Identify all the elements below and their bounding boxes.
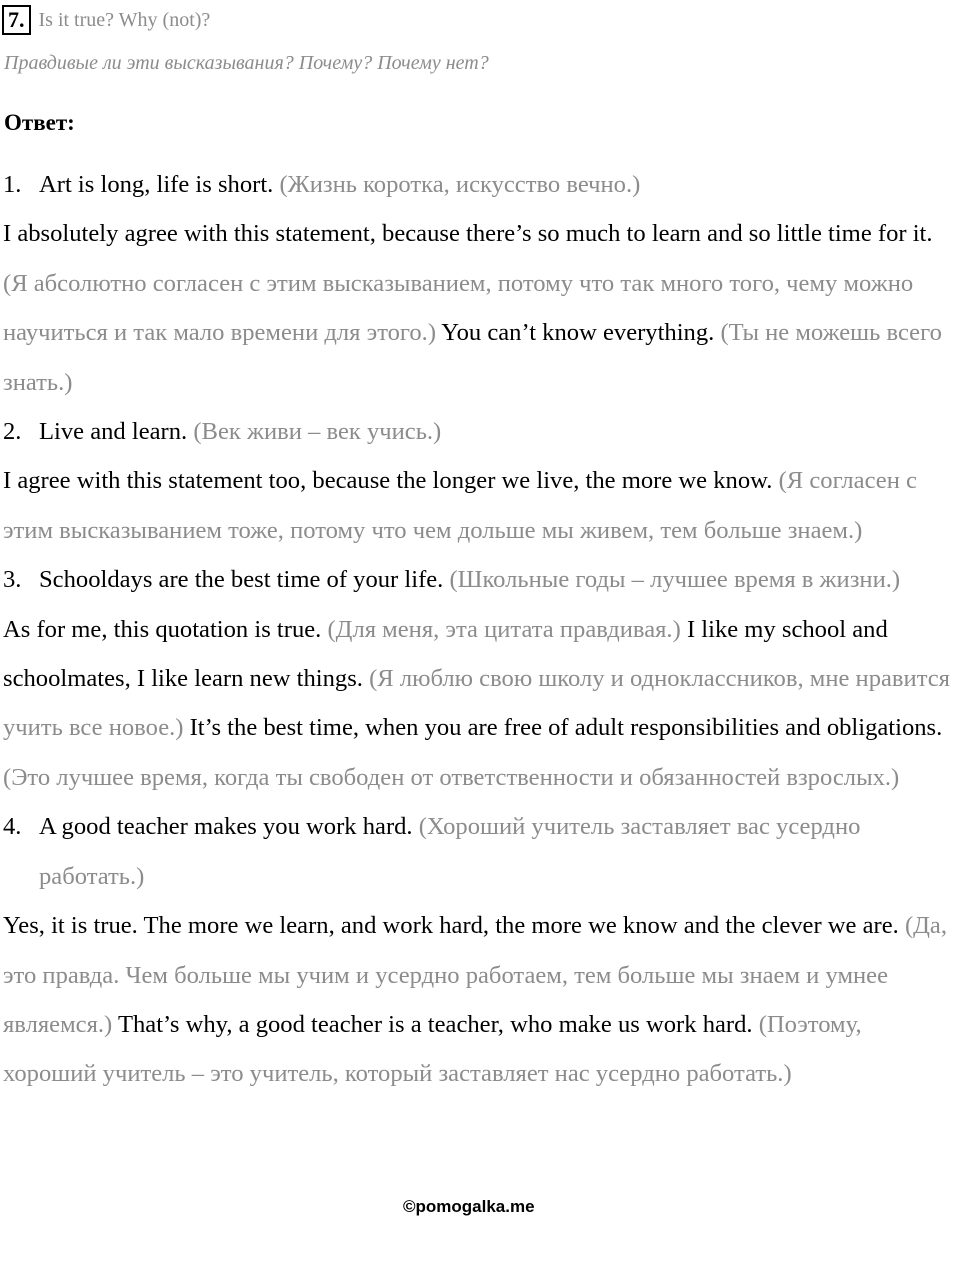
item-quote-translation: (Школьные годы – лучшее время в жизни.) xyxy=(449,566,901,594)
item-quote: Live and learn. xyxy=(39,418,188,446)
answer-translation: (Ты не можешь всего знать.) xyxy=(3,319,942,396)
answer-sentence: That’s why, a good teacher is a teacher, who make us work hard. xyxy=(117,1010,753,1038)
list-item xyxy=(3,160,960,209)
answer-sentence: I agree with this statement too, because the longer we live, the more we know. xyxy=(3,467,773,495)
answer-paragraph xyxy=(3,456,960,555)
item-quote-translation: (Век живи – век учись.) xyxy=(193,418,442,446)
task-subtitle: Правдивые ли эти высказывания? Почему? Почему нет? xyxy=(4,52,489,74)
answer-translation: (Да, это правда. Чем больше мы учим и усердно работаем, тем больше мы знаем и умнее являемся.) xyxy=(3,912,947,1038)
item-quote: A good teacher makes you work hard. xyxy=(39,813,413,841)
item-quote-translation: (Хороший учитель заставляет вас усердно работать.) xyxy=(39,813,861,890)
answer-sentence: I absolutely agree with this statement, because there’s so much to learn and so little time for it. xyxy=(3,220,933,248)
answer-paragraph xyxy=(3,901,960,1099)
task-header xyxy=(0,4,210,36)
answer-translation: (Я абсолютно согласен с этим высказыванием, потому что так много того, чему можно научиться и так мало времени для этого.) xyxy=(3,269,914,347)
task-number: 7. xyxy=(2,5,31,35)
item-number: 2. xyxy=(3,418,22,446)
watermark: ©pomogalka.me xyxy=(403,1197,535,1216)
list-item xyxy=(3,555,960,604)
list-item xyxy=(3,802,960,901)
answer-content xyxy=(3,160,960,1099)
answer-sentence: I like my school and schoolmates, I like learn new things. xyxy=(3,615,888,693)
answer-translation: (Это лучшее время, когда ты свободен от ответственности и обязанностей взрослых.) xyxy=(3,763,900,791)
answer-translation: (Я люблю свою школу и одноклассников, мне нравится учить все новое.) xyxy=(3,665,950,742)
answer-translation: (Я согласен с этим высказыванием тоже, потому что чем дольше мы живем, тем больше знаем.) xyxy=(3,467,917,544)
item-quote: Schooldays are the best time of your life. xyxy=(39,566,444,594)
answer-translation: (Для меня, эта цитата правдивая.) xyxy=(327,615,681,643)
item-number: 3. xyxy=(3,566,22,594)
answer-sentence: You can’t know everything. xyxy=(441,319,715,347)
item-number: 4. xyxy=(3,813,22,841)
item-quote-translation: (Жизнь коротка, искусство вечно.) xyxy=(279,171,641,198)
answer-sentence: Yes, it is true. The more we learn, and work hard, the more we know and the clever we are. xyxy=(3,912,899,940)
item-number: 1. xyxy=(3,171,22,198)
answer-translation: (Поэтому, хороший учитель – это учитель, который заставляет нас усердно работать.) xyxy=(3,1010,862,1088)
answer-paragraph xyxy=(3,209,960,407)
answer-label: Ответ: xyxy=(4,110,75,135)
task-title: Is it true? Why (not)? xyxy=(38,8,211,31)
list-item xyxy=(3,407,960,456)
answer-sentence: As for me, this quotation is true. xyxy=(3,615,322,643)
item-quote: Art is long, life is short. xyxy=(39,171,274,198)
answer-sentence: It’s the best time, when you are free of adult responsibilities and obligations. xyxy=(189,714,943,742)
answer-paragraph xyxy=(3,605,960,803)
